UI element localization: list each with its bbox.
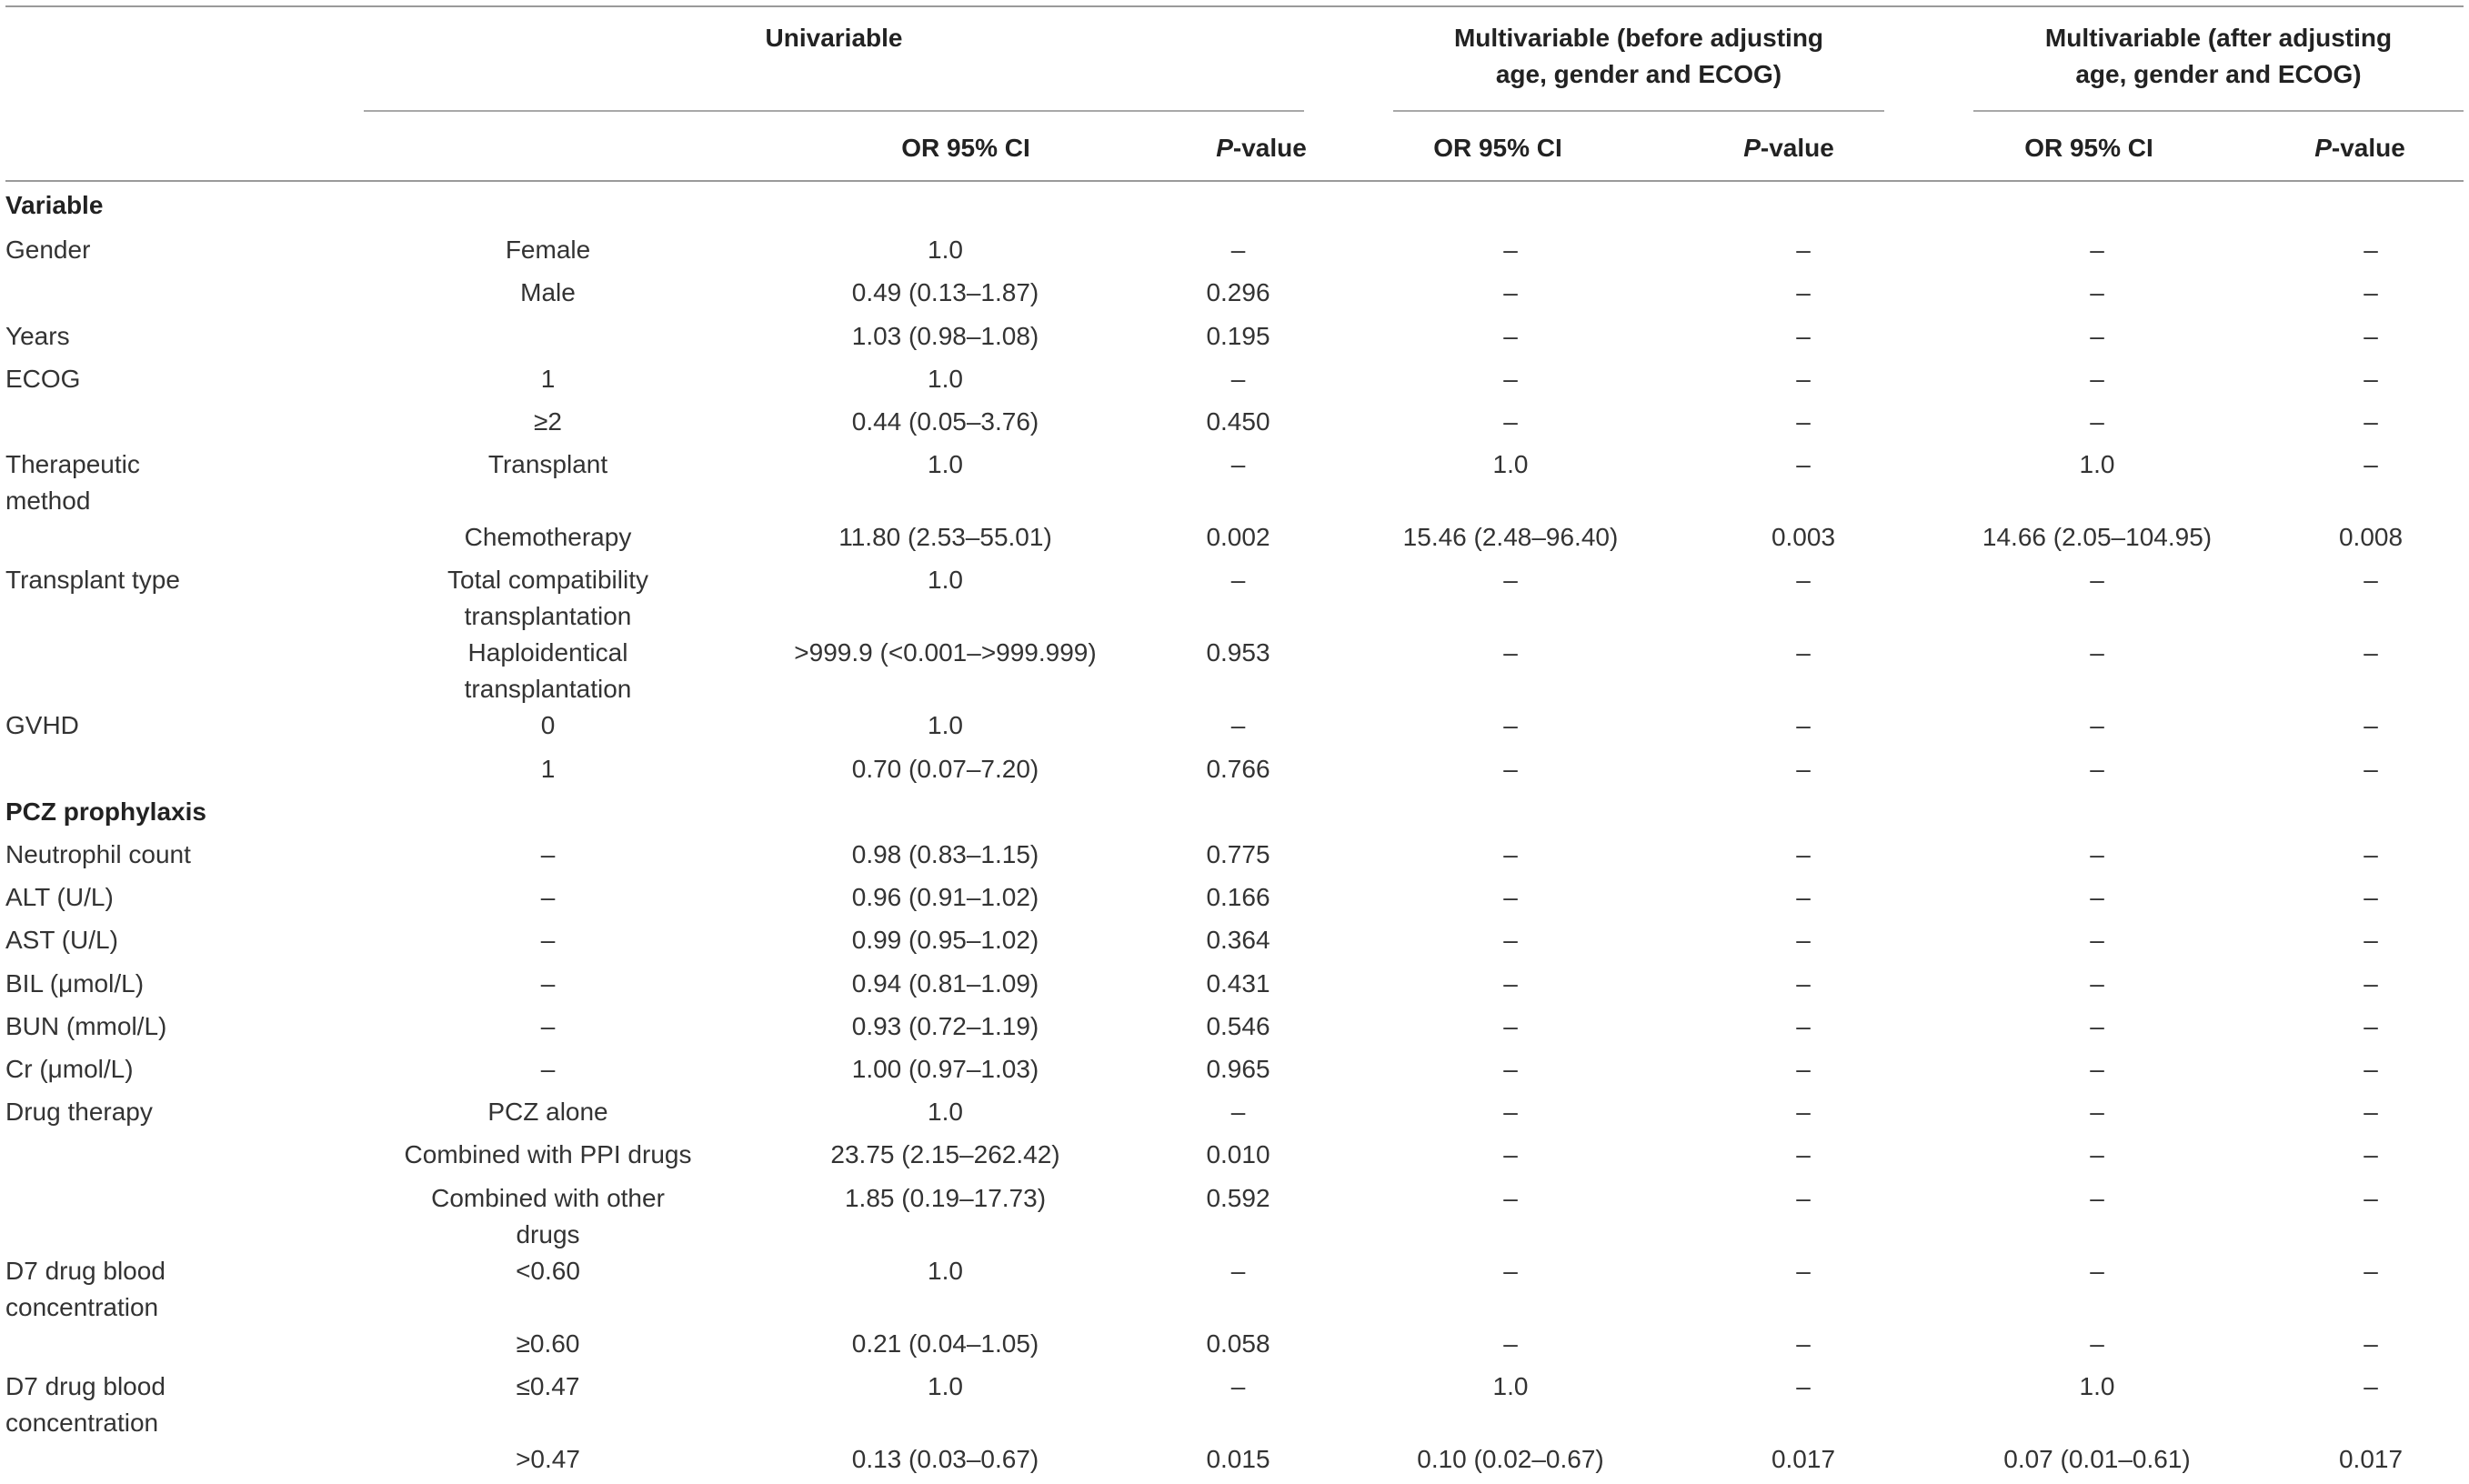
multi-after-p-cell: –	[2364, 322, 2378, 350]
category-cell: –	[540, 926, 556, 954]
uni-p-cell: 0.766	[1206, 755, 1270, 783]
variable-cell	[5, 751, 351, 794]
table-row	[5, 1180, 2464, 1253]
multi-before-p-cell: –	[1796, 840, 1811, 868]
category-cell: Male	[520, 278, 576, 306]
table-row	[5, 519, 2464, 562]
variable-cell: Years	[5, 322, 70, 350]
variable-cell	[5, 275, 351, 318]
table-row	[5, 922, 2464, 966]
uni-or-cell: 1.0	[928, 566, 963, 594]
variable-cell: BUN (mmol/L)	[5, 1012, 167, 1040]
table-row	[5, 446, 2464, 519]
multi-after-p-cell: –	[2364, 755, 2378, 783]
multi-after-or-cell: –	[2090, 1257, 2104, 1285]
category-cell: Combined with other drugs	[431, 1184, 665, 1248]
category-cell: –	[540, 1055, 556, 1083]
data-table	[5, 187, 2464, 1484]
multi-before-or-cell: –	[1503, 755, 1518, 783]
uni-or-cell: 0.98 (0.83–1.15)	[851, 840, 1039, 868]
category-cell: >0.47	[516, 1445, 580, 1473]
multi-after-p-cell: –	[2364, 1372, 2378, 1400]
uni-p-cell: 0.431	[1206, 969, 1270, 998]
multi-before-or-cell: –	[1503, 1055, 1518, 1083]
section-row	[5, 794, 2464, 837]
table-row	[5, 361, 2464, 404]
variable-cell: Gender	[5, 236, 91, 264]
category-cell: ≥0.60	[516, 1329, 580, 1358]
category-cell: 1	[540, 755, 556, 783]
multi-after-or-cell: –	[2090, 236, 2104, 264]
multi-after-p-cell: 0.008	[2338, 523, 2404, 551]
uni-p-cell: 0.546	[1206, 1012, 1270, 1040]
multi-before-or-cell: 1.0	[1492, 1372, 1529, 1400]
table-row	[5, 635, 2464, 707]
category-cell: –	[540, 969, 556, 998]
multi-after-or-cell: –	[2090, 638, 2104, 667]
multi-before-or-cell: –	[1503, 1257, 1518, 1285]
variable-cell: D7 drug blood concentration	[5, 1372, 166, 1437]
multi-after-or-cell: –	[2090, 1055, 2104, 1083]
multi-before-or-cell: 0.10 (0.02–0.67)	[1417, 1445, 1604, 1473]
multi-before-or-cell: –	[1503, 1184, 1518, 1212]
variable-cell	[5, 1441, 351, 1484]
table-row	[5, 275, 2464, 318]
table-row	[5, 318, 2464, 361]
multi-before-or-cell: –	[1503, 1140, 1518, 1168]
uni-or-cell: 1.0	[928, 1372, 963, 1400]
top-rule	[5, 5, 2464, 7]
uni-or-cell: 11.80 (2.53–55.01)	[838, 523, 1052, 551]
table-row	[5, 404, 2464, 446]
subheader-pvalue-2: P-value	[1743, 134, 1834, 162]
multi-before-or-cell: –	[1503, 711, 1518, 739]
variable-cell	[5, 1180, 351, 1253]
category-cell: 1	[540, 365, 556, 393]
uni-p-cell: 0.002	[1206, 523, 1270, 551]
category-cell: –	[540, 840, 556, 868]
multi-after-or-cell: –	[2090, 755, 2104, 783]
multi-before-or-cell: –	[1503, 883, 1518, 911]
variable-cell: Drug therapy	[5, 1098, 153, 1126]
multi-before-p-cell: –	[1796, 566, 1811, 594]
multi-after-p-cell: –	[2364, 1257, 2378, 1285]
multi-after-or-cell: –	[2090, 926, 2104, 954]
multi-after-or-cell: –	[2090, 969, 2104, 998]
table-row	[5, 879, 2464, 922]
uni-or-cell: 0.70 (0.07–7.20)	[851, 755, 1039, 783]
variable-cell: ECOG	[5, 365, 81, 393]
multi-after-p-cell: –	[2364, 365, 2378, 393]
section-row	[5, 187, 2464, 232]
multivariable-before-underline	[1393, 110, 1884, 112]
variable-cell	[5, 519, 351, 562]
multi-before-or-cell: –	[1503, 1098, 1518, 1126]
uni-or-cell: >999.9 (<0.001–>999.999)	[794, 638, 1097, 667]
multi-after-or-cell: –	[2090, 1184, 2104, 1212]
uni-p-cell: 0.364	[1206, 926, 1270, 954]
category-cell: Combined with PPI drugs	[404, 1140, 692, 1168]
multi-after-p-cell: –	[2364, 840, 2378, 868]
table-row	[5, 1326, 2464, 1369]
multi-before-p-cell: –	[1796, 322, 1811, 350]
multi-before-or-cell: 1.0	[1492, 450, 1529, 478]
multi-before-p-cell: –	[1796, 1140, 1811, 1168]
uni-or-cell: 1.85 (0.19–17.73)	[844, 1184, 1047, 1212]
section-label: Variable	[5, 191, 104, 219]
multi-before-p-cell: –	[1796, 278, 1811, 306]
multi-before-p-cell: –	[1796, 236, 1811, 264]
uni-or-cell: 1.00 (0.97–1.03)	[851, 1055, 1039, 1083]
multi-before-p-cell: –	[1796, 711, 1811, 739]
multi-before-or-cell: –	[1503, 566, 1518, 594]
multi-before-or-cell: –	[1503, 407, 1518, 436]
uni-p-cell: 0.010	[1206, 1140, 1270, 1168]
uni-p-cell: 0.166	[1206, 883, 1270, 911]
variable-cell	[5, 1137, 351, 1180]
multi-after-or-cell: –	[2090, 407, 2104, 436]
multi-before-or-cell: –	[1503, 1012, 1518, 1040]
uni-p-cell: –	[1230, 365, 1246, 393]
multi-before-p-cell: –	[1796, 1184, 1811, 1212]
variable-cell: Transplant type	[5, 566, 180, 594]
multi-before-or-cell: –	[1503, 638, 1518, 667]
category-cell: Total compatibility transplantation	[447, 566, 648, 630]
uni-p-cell: –	[1230, 236, 1246, 264]
uni-or-cell: 0.44 (0.05–3.76)	[851, 407, 1039, 436]
uni-p-cell: 0.058	[1206, 1329, 1270, 1358]
uni-p-cell: 0.592	[1206, 1184, 1270, 1212]
table-row	[5, 966, 2464, 1008]
multi-before-p-cell: –	[1796, 365, 1811, 393]
multi-after-p-cell: –	[2364, 1098, 2378, 1126]
multi-after-or-cell: 0.07 (0.01–0.61)	[2003, 1445, 2191, 1473]
category-cell	[351, 318, 745, 361]
multi-after-or-cell: 14.66 (2.05–104.95)	[1982, 523, 2213, 551]
variable-cell: Neutrophil count	[5, 840, 191, 868]
table-row	[5, 232, 2464, 275]
multi-before-p-cell: –	[1796, 1098, 1811, 1126]
table-row	[5, 707, 2464, 751]
multi-before-p-cell: –	[1796, 638, 1811, 667]
multi-before-p-cell: –	[1796, 1329, 1811, 1358]
multi-after-p-cell: –	[2364, 638, 2378, 667]
uni-or-cell: 1.03 (0.98–1.08)	[851, 322, 1039, 350]
category-cell: Chemotherapy	[464, 523, 632, 551]
variable-cell	[5, 635, 351, 707]
uni-p-cell: 0.450	[1206, 407, 1270, 436]
multi-after-or-cell: 1.0	[2079, 450, 2115, 478]
multi-before-p-cell: –	[1796, 755, 1811, 783]
uni-or-cell: 0.94 (0.81–1.09)	[851, 969, 1039, 998]
multi-before-or-cell: –	[1503, 926, 1518, 954]
multi-after-or-cell: –	[2090, 883, 2104, 911]
uni-or-cell: 1.0	[928, 365, 963, 393]
multi-before-p-cell: –	[1796, 450, 1811, 478]
table-row	[5, 751, 2464, 794]
multi-before-or-cell: –	[1503, 1329, 1518, 1358]
table-row	[5, 1051, 2464, 1094]
uni-or-cell: 0.13 (0.03–0.67)	[851, 1445, 1039, 1473]
multi-after-p-cell: –	[2364, 1329, 2378, 1358]
uni-or-cell: 0.49 (0.13–1.87)	[851, 278, 1039, 306]
uni-or-cell: 1.0	[928, 711, 963, 739]
category-cell: Female	[505, 236, 591, 264]
header-multivariable-before: Multivariable (before adjusting age, gender and ECOG)	[1453, 24, 1824, 88]
uni-or-cell: 1.0	[928, 1257, 963, 1285]
variable-cell	[5, 404, 351, 446]
multi-after-p-cell: –	[2364, 566, 2378, 594]
uni-p-cell: 0.296	[1206, 278, 1270, 306]
header-bottom-rule	[5, 180, 2464, 182]
table-row	[5, 1253, 2464, 1326]
multi-after-or-cell: –	[2090, 1140, 2104, 1168]
uni-or-cell: 1.0	[928, 1098, 963, 1126]
subheader-pvalue-3: P-value	[2314, 134, 2405, 162]
table-row	[5, 1137, 2464, 1180]
variable-cell: D7 drug blood concentration	[5, 1257, 166, 1321]
table-row	[5, 1008, 2464, 1051]
subheader-or-ci-1: OR 95% CI	[901, 134, 1030, 162]
multi-after-p-cell: 0.017	[2338, 1445, 2404, 1473]
multi-after-p-cell: –	[2364, 450, 2378, 478]
table-row	[5, 1369, 2464, 1441]
multi-before-or-cell: –	[1503, 322, 1518, 350]
multi-before-p-cell: –	[1796, 1372, 1811, 1400]
variable-cell: ALT (U/L)	[5, 883, 114, 911]
category-cell: –	[540, 1012, 556, 1040]
table-row	[5, 837, 2464, 879]
multi-after-p-cell: –	[2364, 278, 2378, 306]
multi-after-or-cell: –	[2090, 840, 2104, 868]
header-univariable: Univariable	[765, 24, 903, 52]
multi-before-or-cell: –	[1503, 236, 1518, 264]
multivariable-after-underline	[1973, 110, 2464, 112]
multi-after-p-cell: –	[2364, 407, 2378, 436]
multi-after-or-cell: –	[2090, 1012, 2104, 1040]
uni-p-cell: 0.195	[1206, 322, 1270, 350]
category-cell: 0	[540, 711, 556, 739]
subheader-pvalue-1: P-value	[1216, 134, 1307, 162]
multi-before-p-cell: –	[1796, 883, 1811, 911]
uni-p-cell: –	[1230, 1257, 1246, 1285]
uni-p-cell: 0.775	[1206, 840, 1270, 868]
multi-after-p-cell: –	[2364, 1140, 2378, 1168]
variable-cell: AST (U/L)	[5, 926, 118, 954]
uni-or-cell: 0.21 (0.04–1.05)	[851, 1329, 1039, 1358]
variable-cell: Cr (μmol/L)	[5, 1055, 134, 1083]
multi-after-or-cell: –	[2090, 365, 2104, 393]
variable-cell	[5, 1326, 351, 1369]
header-multivariable-after: Multivariable (after adjusting age, gender and ECOG)	[2044, 24, 2393, 88]
uni-p-cell: 0.965	[1206, 1055, 1270, 1083]
table-row	[5, 562, 2464, 635]
category-cell: PCZ alone	[487, 1098, 608, 1126]
multi-after-or-cell: –	[2090, 1329, 2104, 1358]
multi-after-p-cell: –	[2364, 711, 2378, 739]
univariable-underline	[364, 110, 1304, 112]
multi-after-or-cell: –	[2090, 278, 2104, 306]
multi-after-p-cell: –	[2364, 969, 2378, 998]
multi-after-p-cell: –	[2364, 236, 2378, 264]
multi-after-p-cell: –	[2364, 883, 2378, 911]
uni-or-cell: 0.99 (0.95–1.02)	[851, 926, 1039, 954]
multi-after-or-cell: –	[2090, 1098, 2104, 1126]
uni-or-cell: 1.0	[928, 236, 963, 264]
multi-after-p-cell: –	[2364, 1184, 2378, 1212]
multi-after-p-cell: –	[2364, 1055, 2378, 1083]
uni-or-cell: 0.93 (0.72–1.19)	[851, 1012, 1039, 1040]
uni-or-cell: 0.96 (0.91–1.02)	[851, 883, 1039, 911]
subheader-or-ci-3: OR 95% CI	[2024, 134, 2153, 162]
uni-p-cell: –	[1230, 566, 1246, 594]
category-cell: ≥2	[534, 407, 562, 436]
category-cell: ≤0.47	[516, 1372, 580, 1400]
multi-after-or-cell: –	[2090, 322, 2104, 350]
category-cell: Transplant	[487, 450, 608, 478]
uni-p-cell: –	[1230, 450, 1246, 478]
multi-before-p-cell: –	[1796, 1055, 1811, 1083]
multi-after-or-cell: –	[2090, 566, 2104, 594]
variable-cell: GVHD	[5, 711, 79, 739]
multi-before-p-cell: –	[1796, 407, 1811, 436]
uni-p-cell: 0.953	[1206, 638, 1270, 667]
variable-cell: Therapeutic method	[5, 450, 140, 515]
multi-after-p-cell: –	[2364, 1012, 2378, 1040]
multi-before-p-cell: 0.003	[1771, 523, 1836, 551]
multi-after-or-cell: –	[2090, 711, 2104, 739]
subheader-or-ci-2: OR 95% CI	[1433, 134, 1562, 162]
multi-before-or-cell: –	[1503, 278, 1518, 306]
uni-p-cell: –	[1230, 1098, 1246, 1126]
multi-before-p-cell: –	[1796, 1012, 1811, 1040]
category-cell: <0.60	[516, 1257, 580, 1285]
variable-cell: BIL (μmol/L)	[5, 969, 145, 998]
multi-before-or-cell: –	[1503, 840, 1518, 868]
multi-before-or-cell: –	[1503, 969, 1518, 998]
multi-before-p-cell: –	[1796, 969, 1811, 998]
multi-before-p-cell: –	[1796, 1257, 1811, 1285]
uni-p-cell: –	[1230, 711, 1246, 739]
category-cell: –	[540, 883, 556, 911]
uni-p-cell: 0.015	[1206, 1445, 1270, 1473]
section-label: PCZ prophylaxis	[5, 797, 206, 826]
table-row	[5, 1441, 2464, 1484]
multi-before-p-cell: 0.017	[1771, 1445, 1836, 1473]
uni-or-cell: 1.0	[928, 450, 963, 478]
multi-before-p-cell: –	[1796, 926, 1811, 954]
multi-before-or-cell: –	[1503, 365, 1518, 393]
uni-or-cell: 23.75 (2.15–262.42)	[830, 1140, 1060, 1168]
multi-before-or-cell: 15.46 (2.48–96.40)	[1402, 523, 1619, 551]
table-row	[5, 1094, 2464, 1137]
multi-after-p-cell: –	[2364, 926, 2378, 954]
category-cell: Haploidentical transplantation	[464, 638, 632, 703]
multi-after-or-cell: 1.0	[2079, 1372, 2115, 1400]
uni-p-cell: –	[1230, 1372, 1246, 1400]
